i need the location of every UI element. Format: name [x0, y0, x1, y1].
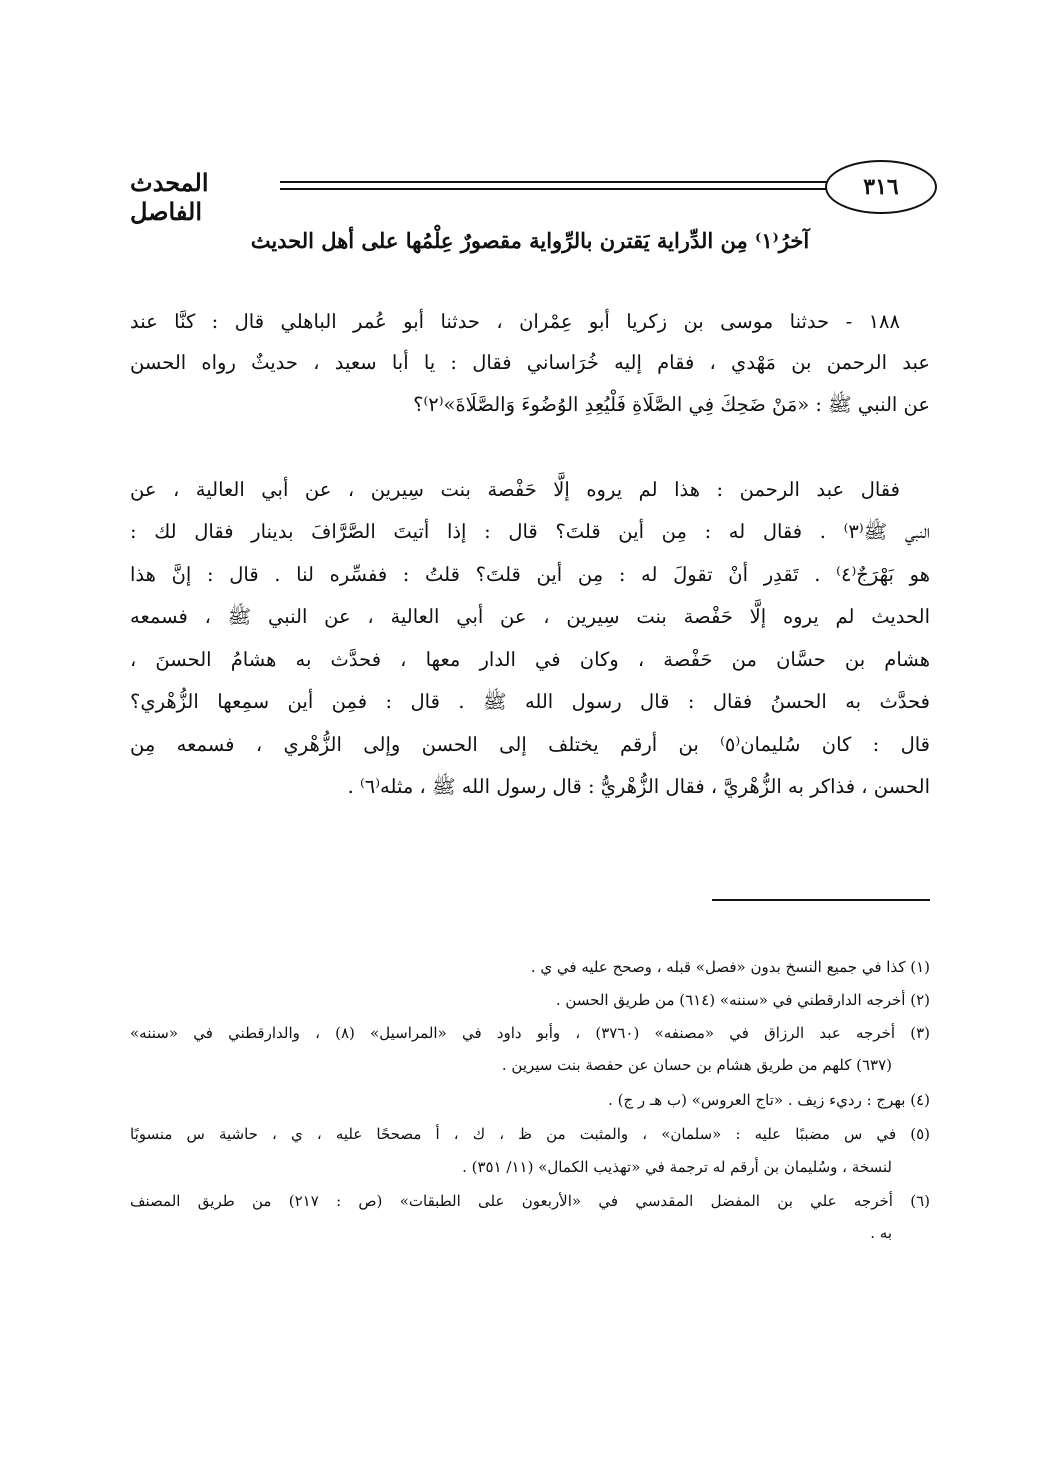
- running-header-title: المحدث الفاصل: [130, 168, 209, 226]
- footnote-5-continued: لنسخة ، وسُليمان بن أرقم له ترجمة في «تهذيب الكمال» (١١/ ٣٥١) .: [462, 1158, 892, 1176]
- footnote-2: (٢) أخرجه الدارقطني في «سننه» (٦١٤) من طريق الحسن .: [555, 991, 930, 1009]
- body-line: ١٨٨ - حدثنا موسى بن زكريا أبو عِمْران ، حدثنا أبو عُمر الباهلي قال : كنَّا عند: [130, 310, 900, 333]
- header-rule: [280, 188, 827, 190]
- body-line: عن النبي ﷺ : «مَنْ ضَحِكَ فِي الصَّلَاةِ فَلْيُعِدِ الوُضُوءَ وَالصَّلَاةَ»⁽٢⁾؟: [413, 393, 930, 416]
- body-line: الحسن ، فذاكر به الزُّهْريَّ ، فقال الزُّهْريُّ : قال رسول الله ﷺ ، مثله⁽٦⁾ .: [347, 775, 930, 798]
- footnote-3-continued: (٦٣٧) كلهم من طريق هشام بن حسان عن حفصة بنت سيرين .: [501, 1056, 892, 1074]
- header-rule: [280, 181, 827, 183]
- body-line: هشام بن حسَّان من حَفْصة ، وكان في الدار معها ، فحدَّث به هشامُ الحسنَ ،: [130, 648, 930, 671]
- body-line: النبي ﷺ⁽٣⁾ . فقال له : مِن أين قلتَ؟ قال : إذا أتيتَ الصَّرَّافَ بدينار فقال لك :: [130, 520, 930, 543]
- footnote-separator: [712, 899, 930, 901]
- body-line: فحدَّث به الحسنُ فقال : قال رسول الله ﷺ . قال : فمِن أين سمِعها الزُّهْري؟: [130, 690, 930, 713]
- body-line: الحديث لم يروه إلَّا حَفْصة بنت سِيرين ، عن أبي العالية ، عن النبي ﷺ ، فسمعه: [130, 605, 930, 628]
- body-line: قال : كان سُليمان⁽٥⁾ بن أرقم يختلف إلى الحسن وإلى الزُّهْري ، فسمعه مِن: [130, 733, 931, 756]
- footnote-6-continued: به .: [870, 1224, 892, 1242]
- footnote-1: (١) كذا في جميع النسخ بدون «فصل» قبله ، وصحح عليه في ي .: [530, 958, 930, 976]
- footnote-5: (٥) في س مضببًا عليه : «سلمان» ، والمثبت من ظ ، ك ، أ مصححًا عليه ، ي ، حاشية س منسوبًا: [130, 1125, 930, 1143]
- body-line: فقال عبد الرحمن : هذا لم يروه إلَّا حَفْصة بنت سِيرين ، عن أبي العالية ، عن: [130, 478, 900, 501]
- footnote-3: (٣) أخرجه عبد الرزاق في «مصنفه» (٣٧٦٠) ، وأبو داود في «المراسيل» (٨) ، والدارقطني في «سننه»: [130, 1024, 930, 1042]
- footnote-4: (٤) بهرج : رديء زيف . «تاج العروس» (ب هـ ر ج) .: [608, 1091, 930, 1109]
- page-number: [825, 160, 937, 214]
- body-line: هو بَهْرَجٌ⁽٤⁾ . تَقدِر أنْ تقولَ له : مِن أين قلتَ؟ قلتُ : ففسِّره لنا . قال : إنَّ هذا: [130, 563, 931, 586]
- section-title: آخرُ⁽١⁾ مِن الدِّراية يَقترن بالرِّواية مقصورٌ عِلْمُها على أهل الحديث: [250, 228, 810, 253]
- footnote-6: (٦) أخرجه علي بن المفضل المقدسي في «الأربعون على الطبقات» (ص : ٢١٧) من طريق المصنف: [130, 1192, 930, 1210]
- body-line: عبد الرحمن بن مَهْدي ، فقام إليه خُرَاساني فقال : يا أبا سعيد ، حديثٌ رواه الحسن: [130, 351, 930, 374]
- page-number-text: ٣١٦: [863, 174, 899, 200]
